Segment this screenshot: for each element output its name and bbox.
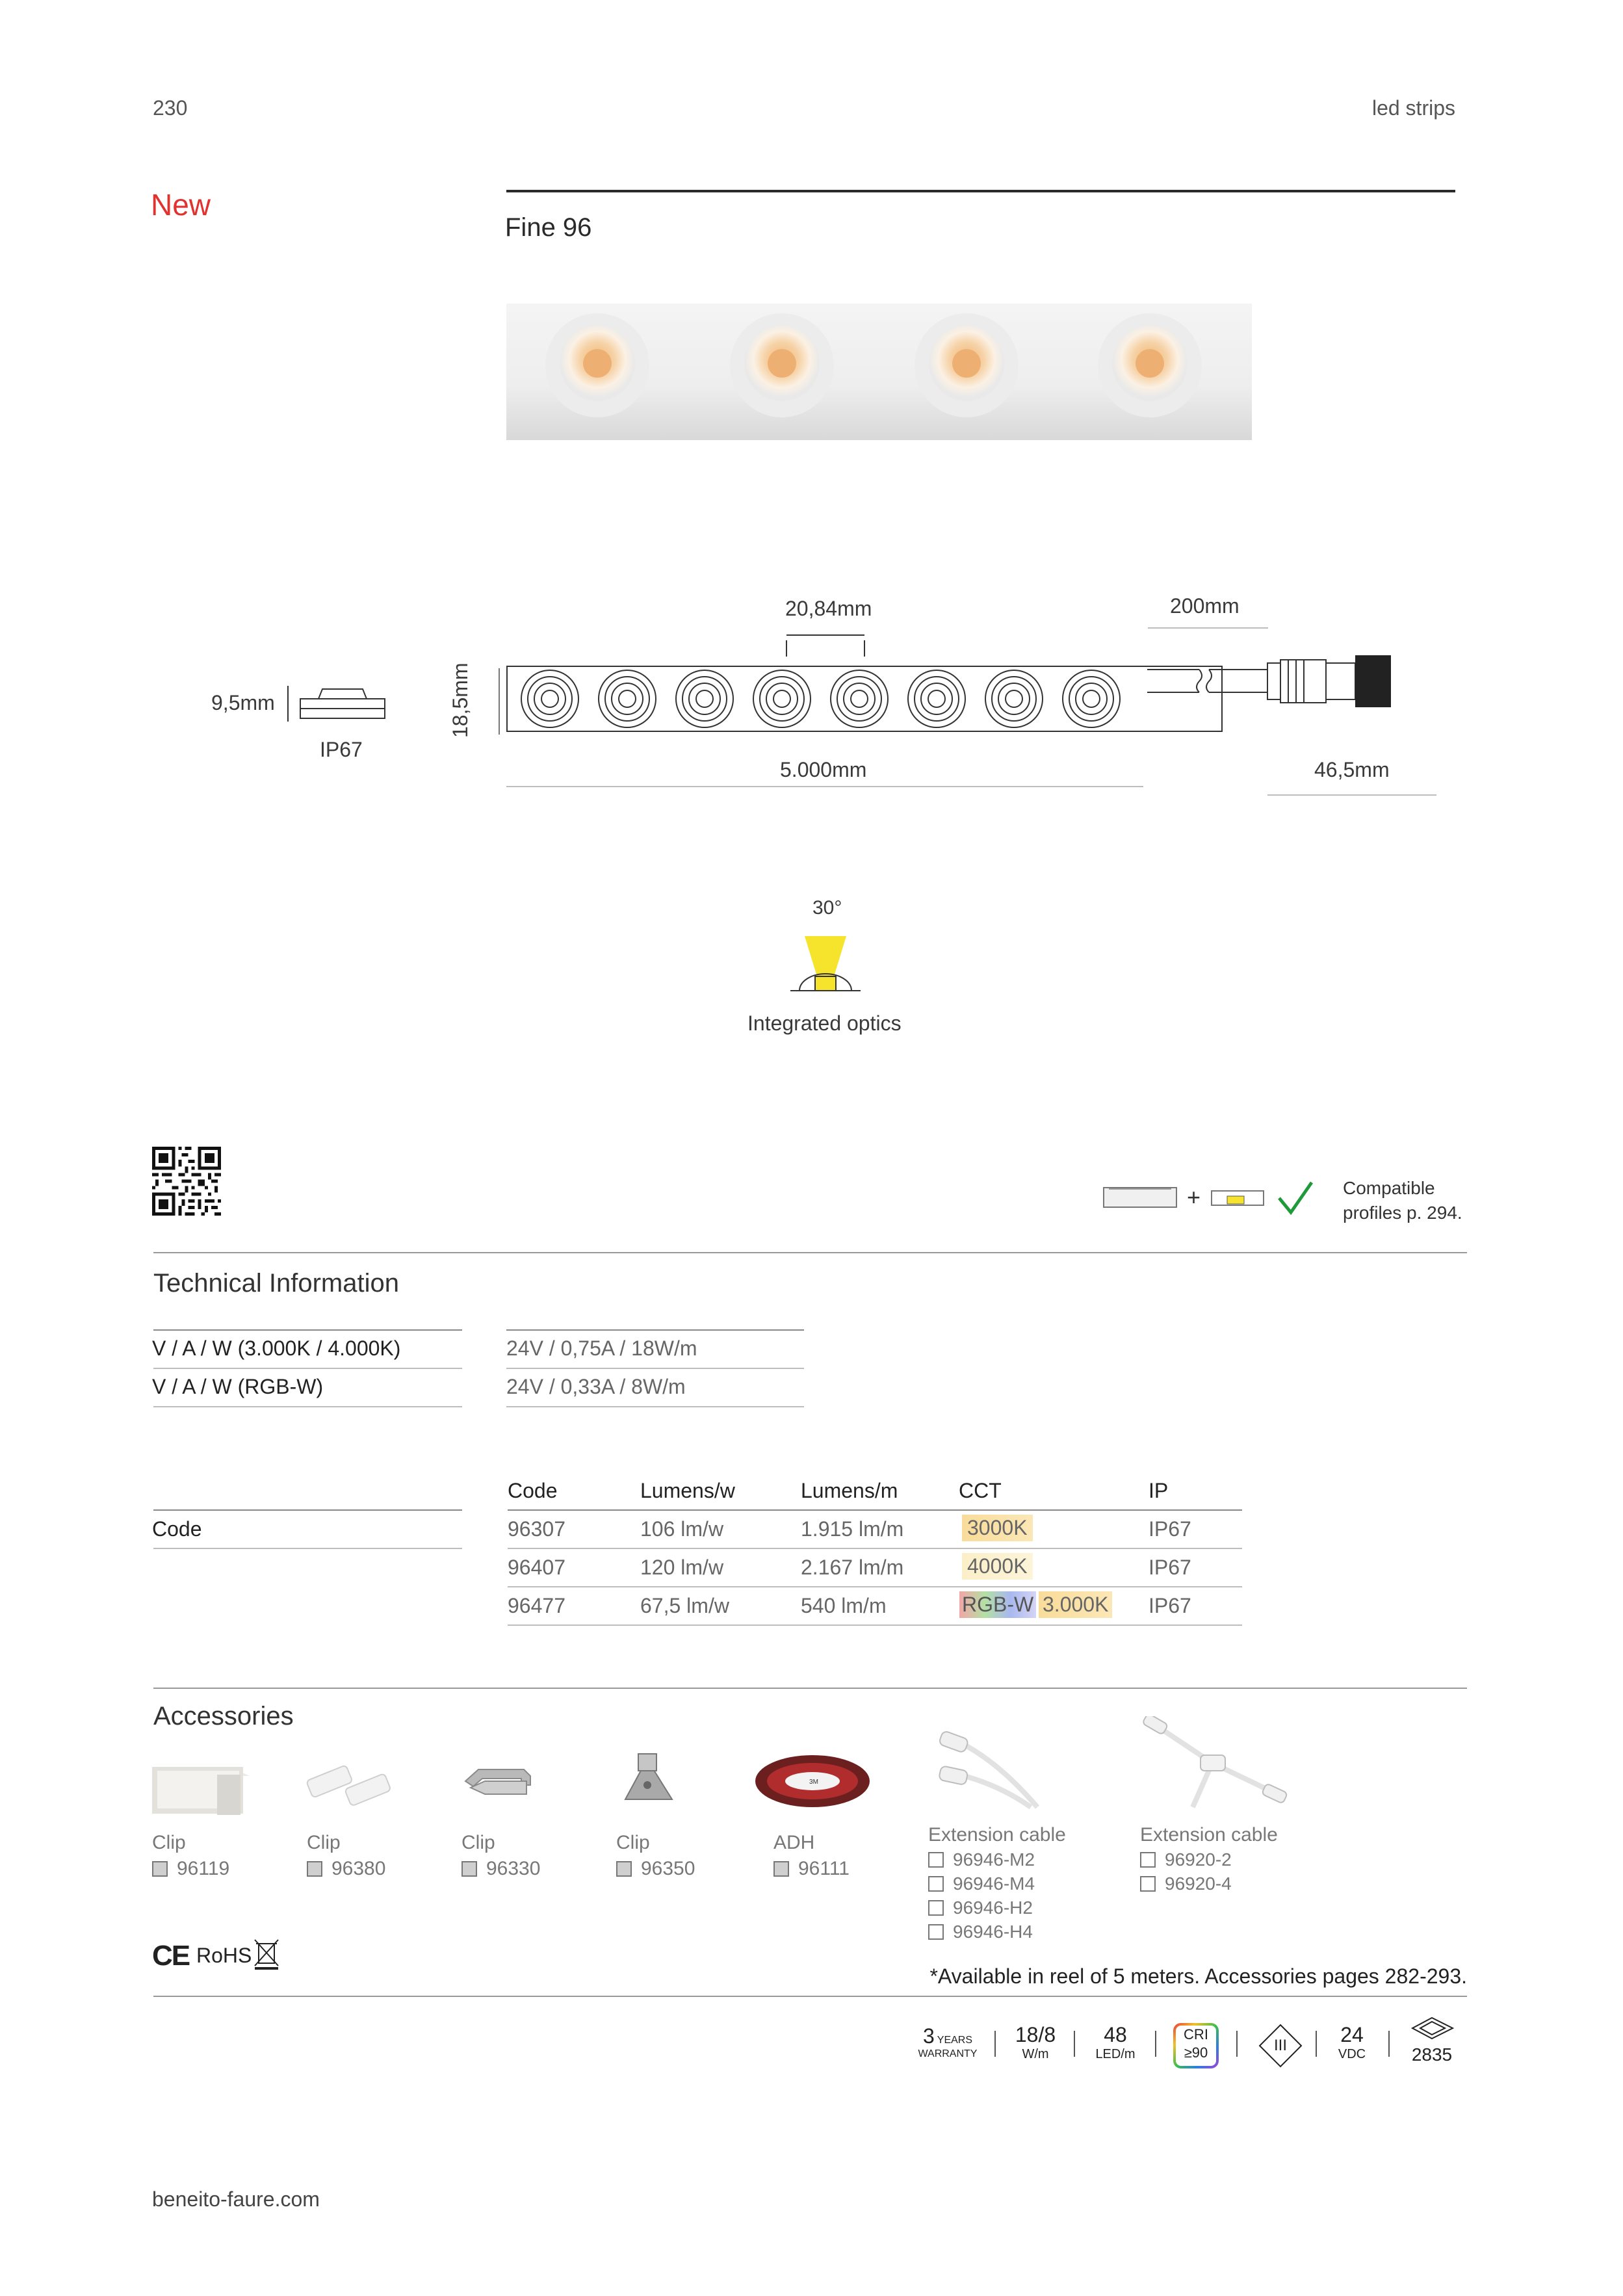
- accessory-5-name: ADH: [773, 1832, 815, 1853]
- tech-rule: [153, 1406, 462, 1407]
- table-row-3-lmw: 67,5 lm/w: [640, 1594, 729, 1617]
- code-rule: [508, 1624, 1242, 1626]
- accessory-2-code-text: 96380: [331, 1858, 386, 1879]
- tech-rule: [153, 1368, 462, 1369]
- table-row-3-code: 96477: [508, 1594, 565, 1617]
- cri-bottom: ≥90: [1184, 2044, 1208, 2061]
- accessories-title: Accessories: [153, 1702, 294, 1730]
- accessory-3-checkbox[interactable]: [461, 1861, 477, 1877]
- col-header-ip: IP: [1149, 1479, 1169, 1502]
- extension-cable-1-option: [928, 1873, 1035, 1894]
- tech-label-2: V / A / W (RGB-W): [152, 1375, 324, 1398]
- accessory-4-name: Clip: [616, 1832, 650, 1853]
- code-rule: [508, 1586, 1242, 1587]
- power-unit: W/m: [1022, 2047, 1049, 2061]
- tech-value-1: 24V / 0,75A / 18W/m: [506, 1337, 697, 1360]
- table-row-3-lmm: 540 lm/m: [801, 1594, 887, 1617]
- accessory-3-name: Clip: [461, 1832, 495, 1853]
- code-rule: [153, 1509, 462, 1511]
- optics-icon: [786, 931, 864, 1002]
- led-3: [915, 313, 1019, 417]
- led-1: [545, 313, 649, 417]
- col-header-cct: CCT: [959, 1479, 1002, 1502]
- tech-rule: [506, 1406, 804, 1407]
- optics-label: Integrated optics: [747, 1011, 902, 1035]
- weee-bin-icon: [252, 1937, 281, 1971]
- tech-rule: [506, 1368, 804, 1369]
- warranty-years-number: 3: [922, 2024, 935, 2048]
- width-dimension: 9,5mm: [211, 691, 275, 714]
- ext1-code-4: 96946-H4: [953, 1922, 1033, 1942]
- col-header-lumens-m: Lumens/m: [801, 1479, 898, 1502]
- title-rule: [506, 190, 1455, 192]
- accessory-1-name: Clip: [152, 1832, 186, 1853]
- power-icon: [1006, 2023, 1065, 2062]
- ext1-checkbox-1[interactable]: [928, 1852, 944, 1868]
- ext2-checkbox-1[interactable]: [1140, 1852, 1156, 1868]
- spec-separator: [1316, 2031, 1317, 2057]
- height-dimension: 18,5mm: [448, 662, 472, 738]
- product-name: Fine 96: [505, 213, 592, 242]
- section-rule-1: [153, 1252, 1467, 1253]
- warranty-icon: [909, 2024, 987, 2060]
- compatible-profile-icon: [1102, 1180, 1330, 1219]
- clip-96119-image: [152, 1762, 250, 1820]
- class-value: III: [1273, 2037, 1287, 2054]
- qr-code[interactable]: [152, 1147, 221, 1216]
- led-2: [730, 313, 834, 417]
- clip-96350-image: [616, 1742, 681, 1814]
- section-title: led strips: [1371, 96, 1455, 120]
- warranty-label: WARRANTY: [918, 2048, 978, 2059]
- table-row-3-ip: IP67: [1149, 1594, 1191, 1617]
- voltage-value: 24: [1340, 2023, 1364, 2046]
- tech-rule: [506, 1329, 804, 1331]
- code-rule: [153, 1548, 462, 1549]
- rohs-label: RoHS: [196, 1944, 252, 1967]
- extension-cable-t-image: [1141, 1716, 1290, 1814]
- accessory-4-code-text: 96350: [641, 1858, 695, 1879]
- accessory-3-code-text: 96330: [486, 1858, 541, 1879]
- extension-cable-1-name: Extension cable: [928, 1824, 1066, 1846]
- accessory-5-checkbox[interactable]: [773, 1861, 789, 1877]
- chip-icon: [1403, 2015, 1461, 2065]
- length-dimension: 5.000mm: [780, 758, 867, 781]
- accessory-4-code: [616, 1858, 695, 1880]
- table-row-2-lmw: 120 lm/w: [640, 1556, 724, 1579]
- table-row-3-cct-secondary: 3.000K: [1039, 1591, 1112, 1618]
- ext1-code-2: 96946-M4: [953, 1873, 1035, 1894]
- table-row-3-cct: RGB-W: [959, 1591, 1036, 1618]
- compatible-line2[interactable]: profiles p. 294.: [1343, 1203, 1462, 1223]
- tech-rule: [153, 1329, 462, 1331]
- spec-separator: [1388, 2031, 1390, 2057]
- svg-text:+: +: [1187, 1184, 1201, 1210]
- extension-cable-2-name: Extension cable: [1140, 1824, 1278, 1846]
- col-header-lumens-w: Lumens/w: [640, 1479, 735, 1502]
- section-rule-2: [153, 1688, 1467, 1689]
- extension-cable-2-option: [1140, 1873, 1232, 1894]
- accessory-2-name: Clip: [307, 1832, 341, 1853]
- code-side-label: Code: [152, 1517, 202, 1541]
- table-row-1-lmw: 106 lm/w: [640, 1517, 724, 1541]
- voltage-unit: VDC: [1338, 2047, 1366, 2061]
- strip-drawing: [286, 624, 1456, 741]
- connector-length-dimension: 46,5mm: [1314, 758, 1390, 781]
- extension-cable-1-option: [928, 1922, 1033, 1942]
- compatible-line1: Compatible: [1343, 1178, 1435, 1198]
- beam-angle: 30°: [812, 897, 842, 919]
- spec-separator: [1074, 2031, 1075, 2057]
- spec-separator: [1236, 2031, 1238, 2057]
- spacing-dimension: 20,84mm: [785, 597, 872, 620]
- code-rule: [508, 1509, 1242, 1511]
- page-number: 230: [153, 96, 188, 120]
- accessory-4-checkbox[interactable]: [616, 1861, 632, 1877]
- col-header-code: Code: [508, 1479, 558, 1502]
- section-rule-3: [153, 1996, 1467, 1997]
- svg-text:3M: 3M: [809, 1779, 818, 1786]
- accessory-1-checkbox[interactable]: [152, 1861, 168, 1877]
- led-density-icon: [1084, 2023, 1147, 2062]
- power-value: 18/8: [1015, 2023, 1056, 2046]
- table-row-1-lmm: 1.915 lm/m: [801, 1517, 904, 1541]
- adh-96111-image: [754, 1749, 871, 1814]
- accessory-2-code: [307, 1858, 385, 1880]
- accessory-5-code-text: 96111: [798, 1858, 850, 1879]
- table-row-2-ip: IP67: [1149, 1556, 1191, 1579]
- extension-cable-1-option: [928, 1898, 1033, 1918]
- table-row-2-code: 96407: [508, 1556, 565, 1579]
- voltage-icon: [1326, 2023, 1378, 2062]
- website-link[interactable]: beneito-faure.com: [152, 2187, 320, 2211]
- ext2-code-1: 96920-2: [1165, 1849, 1232, 1870]
- leds-value: 48: [1104, 2023, 1127, 2046]
- class-iii-icon: [1258, 2023, 1303, 2068]
- extension-cable-m-image: [933, 1723, 1050, 1814]
- accessory-1-code: [152, 1858, 229, 1880]
- ext1-checkbox-3[interactable]: [928, 1900, 944, 1916]
- spec-separator: [1155, 2031, 1156, 2057]
- ext1-code-3: 96946-H2: [953, 1898, 1033, 1918]
- clip-96380-image: [303, 1749, 400, 1820]
- extension-cable-2-option: [1140, 1849, 1232, 1870]
- leds-unit: LED/m: [1095, 2047, 1136, 2061]
- profile-section-drawing: [288, 686, 385, 722]
- table-row-1-ip: IP67: [1149, 1517, 1191, 1541]
- technical-title: Technical Information: [153, 1269, 399, 1298]
- ce-mark: CE: [152, 1940, 190, 1972]
- clip-96330-image: [459, 1755, 537, 1814]
- code-rule: [508, 1548, 1242, 1549]
- accessory-2-checkbox[interactable]: [307, 1861, 322, 1877]
- warranty-years-unit: YEARS: [937, 2035, 973, 2046]
- accessory-1-code-text: 96119: [177, 1858, 230, 1879]
- ext2-checkbox-2[interactable]: [1140, 1876, 1156, 1892]
- accessory-3-code: [461, 1858, 540, 1880]
- product-photo: [506, 304, 1252, 440]
- cri-icon: [1173, 2023, 1219, 2068]
- length-line: [506, 786, 1143, 787]
- new-badge: New: [151, 188, 211, 222]
- accessory-5-code: [773, 1858, 850, 1880]
- ext1-code-1: 96946-M2: [953, 1849, 1035, 1870]
- cable-length-dimension: 200mm: [1170, 594, 1240, 618]
- tech-label-1: V / A / W (3.000K / 4.000K): [152, 1337, 401, 1360]
- connector-length-line: [1267, 794, 1436, 796]
- ext1-checkbox-2[interactable]: [928, 1876, 944, 1892]
- extension-cable-1-option: [928, 1849, 1035, 1870]
- ext2-code-2: 96920-4: [1165, 1873, 1232, 1894]
- spec-separator: [994, 2031, 996, 2057]
- table-row-1-cct: 3000K: [962, 1515, 1033, 1541]
- cri-top: CRI: [1184, 2026, 1208, 2042]
- availability-note: *Available in reel of 5 meters. Accessories pages 282-293.: [929, 1964, 1467, 1988]
- led-4: [1098, 313, 1202, 417]
- chip-value: 2835: [1411, 2044, 1453, 2065]
- table-row-2-lmm: 2.167 lm/m: [801, 1556, 904, 1579]
- table-row-2-cct: 4000K: [962, 1553, 1033, 1580]
- table-row-1-code: 96307: [508, 1517, 565, 1541]
- tech-value-2: 24V / 0,33A / 8W/m: [506, 1375, 686, 1398]
- ip-label: IP67: [320, 738, 363, 761]
- ext1-checkbox-4[interactable]: [928, 1924, 944, 1940]
